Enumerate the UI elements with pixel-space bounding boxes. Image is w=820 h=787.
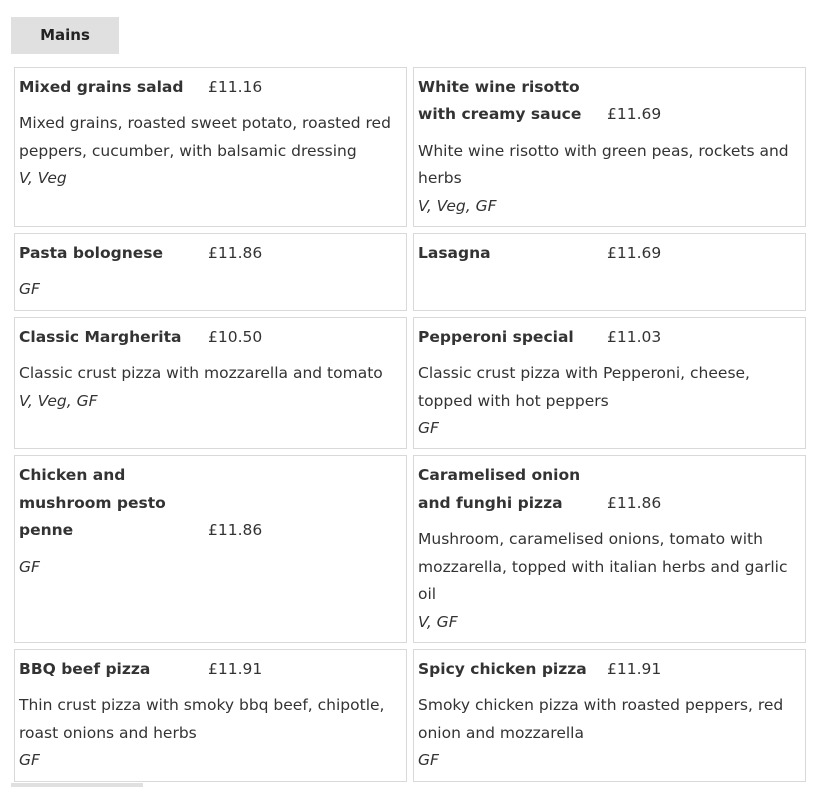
tab-mains[interactable]: Mains — [11, 17, 119, 54]
menu-item-card — [14, 67, 407, 227]
menu-item-description: Classic crust pizza with Pepperoni, cheese, topped with hot peppers — [418, 364, 750, 410]
menu-item-description: Smoky chicken pizza with roasted peppers, red onion and mozzarella — [418, 696, 784, 742]
menu-item-description: Mushroom, caramelised onions, tomato with mozzarella, topped with italian herbs and garlic oil — [418, 530, 788, 604]
menu-item-name: Pepperoni special — [418, 327, 574, 346]
menu-item-price: £11.16 — [208, 78, 263, 96]
menu-item-dietary-tags: V, GF — [418, 612, 458, 631]
menu-item-card — [413, 317, 806, 450]
menu-item-name: Classic Margherita — [19, 327, 182, 346]
menu-item-dietary-tags: GF — [418, 419, 439, 438]
menu-item-header — [19, 240, 402, 267]
menu-item-description: White wine risotto with green peas, rockets and herbs — [418, 141, 789, 188]
menu-item-header — [418, 74, 801, 129]
menu-item-header — [19, 74, 402, 101]
menu-item-description: Mixed grains, roasted sweet potato, roasted red peppers, cucumber, with balsamic dressing — [19, 114, 391, 160]
menu-item-card — [413, 649, 806, 782]
menu-item-name: Chicken and mushroom pesto penne — [19, 466, 166, 540]
menu-item-name: White wine risotto with creamy sauce — [418, 78, 582, 124]
menu-item-price: £11.69 — [607, 244, 662, 263]
menu-item-card — [413, 455, 806, 642]
menu-item-card — [14, 317, 407, 450]
menu-item-dietary-tags: GF — [418, 751, 439, 770]
menu-item-dietary-tags: V, Veg — [19, 169, 67, 188]
menu-item-dietary-tags: V, Veg, GF — [418, 196, 497, 215]
menu-item-header — [19, 656, 402, 683]
menu-item-price: £11.91 — [607, 659, 662, 678]
menu-item-name: BBQ beef pizza — [19, 659, 151, 678]
menu-item-card — [14, 455, 407, 642]
menu-item-price: £11.86 — [208, 521, 263, 540]
menu-item-description: Thin crust pizza with smoky bbq beef, chipotle, roast onions and herbs — [19, 696, 385, 742]
menu-item-name: Lasagna — [418, 244, 491, 263]
menu-item-name: Mixed grains salad — [19, 78, 184, 96]
menu-item-price: £11.03 — [607, 327, 662, 346]
menu-item-price: £11.86 — [208, 244, 263, 263]
menu-item-price: £11.86 — [607, 493, 662, 512]
menu-item-description: Classic crust pizza with mozzarella and tomato — [19, 364, 383, 383]
menu-item-header — [418, 240, 801, 267]
menu-item-name: Caramelised onion and funghi pizza — [418, 466, 581, 512]
menu-grid — [14, 67, 806, 782]
menu-item-dietary-tags: GF — [19, 280, 40, 299]
menu-item-header — [418, 656, 801, 683]
menu-item-price: £11.91 — [208, 659, 263, 678]
menu-item-card — [413, 233, 806, 311]
menu-item-header — [19, 462, 402, 544]
menu-item-dietary-tags: GF — [19, 751, 40, 770]
menu-item-name: Spicy chicken pizza — [418, 659, 587, 678]
menu-item-header — [418, 324, 801, 351]
next-section-tab[interactable] — [11, 783, 143, 787]
menu-item-card — [413, 67, 806, 227]
menu-item-card — [14, 233, 407, 311]
menu-item-header — [418, 462, 801, 517]
menu-item-price: £11.69 — [607, 105, 662, 124]
menu-item-dietary-tags: V, Veg, GF — [19, 391, 98, 410]
menu-item-dietary-tags: GF — [19, 557, 40, 576]
menu-item-name: Pasta bolognese — [19, 244, 163, 263]
menu-item-header — [19, 324, 402, 351]
menu-item-card — [14, 649, 407, 782]
menu-item-price: £10.50 — [208, 327, 263, 346]
